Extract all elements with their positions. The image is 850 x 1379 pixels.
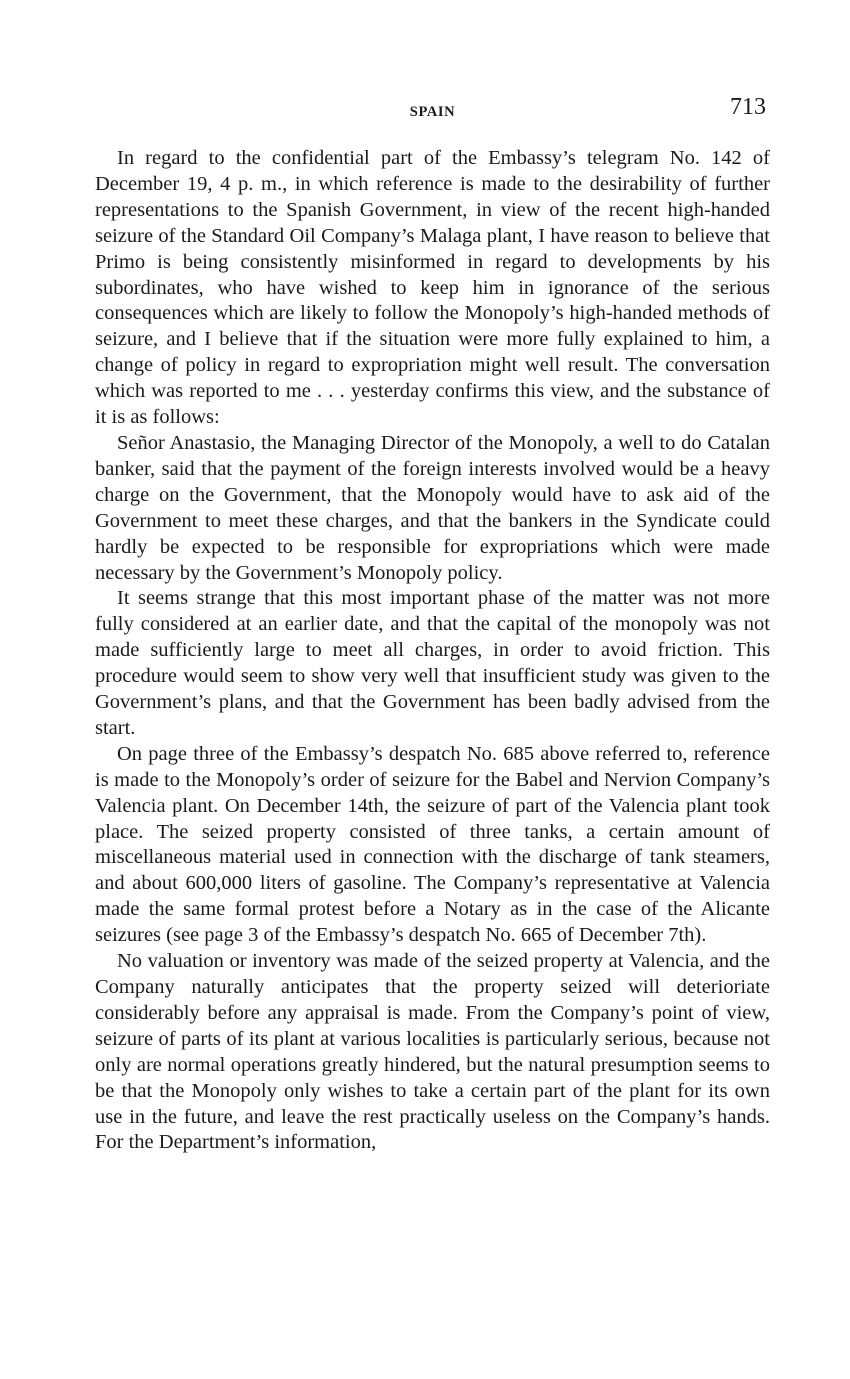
- document-page: [95, 92, 770, 1156]
- running-title: SPAIN: [409, 104, 456, 120]
- page-number: 713: [730, 94, 766, 120]
- paragraph: It seems strange that this most important phase of the matter was not more fully considered at an earlier date, and that the capital of the monopoly was not made sufficiently large to meet all charges, in order to avoid friction. This procedure would seem to show very well that insufficient study was given to the Government’s plans, and that the Government has been badly advised from the start.: [95, 587, 770, 739]
- running-header: [95, 92, 770, 126]
- paragraph: Señor Anastasio, the Managing Director of the Monopoly, a well to do Catalan banker, said that the payment of the foreign interests involved would be a heavy charge on the Government, that the Monopoly would have to ask aid of the Government to meet these charges, and that the bankers in the Syndicate could hardly be expected to be responsible for expropriations which were made necessary by the Government’s Monopoly policy.: [95, 431, 770, 584]
- body-text: [95, 146, 770, 1156]
- paragraph: On page three of the Embassy’s despatch No. 685 above referred to, reference is made to the Monopoly’s order of seizure for the Babel and Nervion Company’s Valencia plant. On December 14th, the seizure of part of the Valencia plant took place. The seized property consisted of three tanks, a certain amount of miscellaneous material used in connection with the discharge of tank steamers, and about 600,000 liters of gasoline. The Company’s representative at Valencia made the same formal protest before a Notary as in the case of the Alicante seizures (see page 3 of the Embassy’s despatch No. 665 of December 7th).: [95, 742, 770, 947]
- paragraph: In regard to the confidential part of the Embassy’s telegram No. 142 of December 19, 4 p. m., in which reference is made to the desirability of further representations to the Spanish Government, in view of the recent high-handed seizure of the Standard Oil Company’s Malaga plant, I have reason to believe that Primo is being consistently misinformed in regard to developments by his subordinates, who have wished to keep him in ignorance of the serious consequences which are likely to follow the Monopoly’s high-handed methods of seizure, and I believe that if the situation were more fully explained to him, a change of policy in regard to expropriation might well result. The conversation which was reported to me . . . yesterday confirms this view, and the substance of it is as follows:: [95, 147, 770, 429]
- paragraph: No valuation or inventory was made of the seized property at Valencia, and the Company naturally anticipates that the property seized will deterioriate considerably before any appraisal is made. From the Company’s point of view, seizure of parts of its plant at various localities is particularly serious, because not only are normal operations greatly hindered, but the natural presumption seems to be that the Monopoly only wishes to take a certain part of the plant for its own use in the future, and leave the rest practically useless on the Company’s hands. For the Department’s information,: [95, 950, 770, 1154]
